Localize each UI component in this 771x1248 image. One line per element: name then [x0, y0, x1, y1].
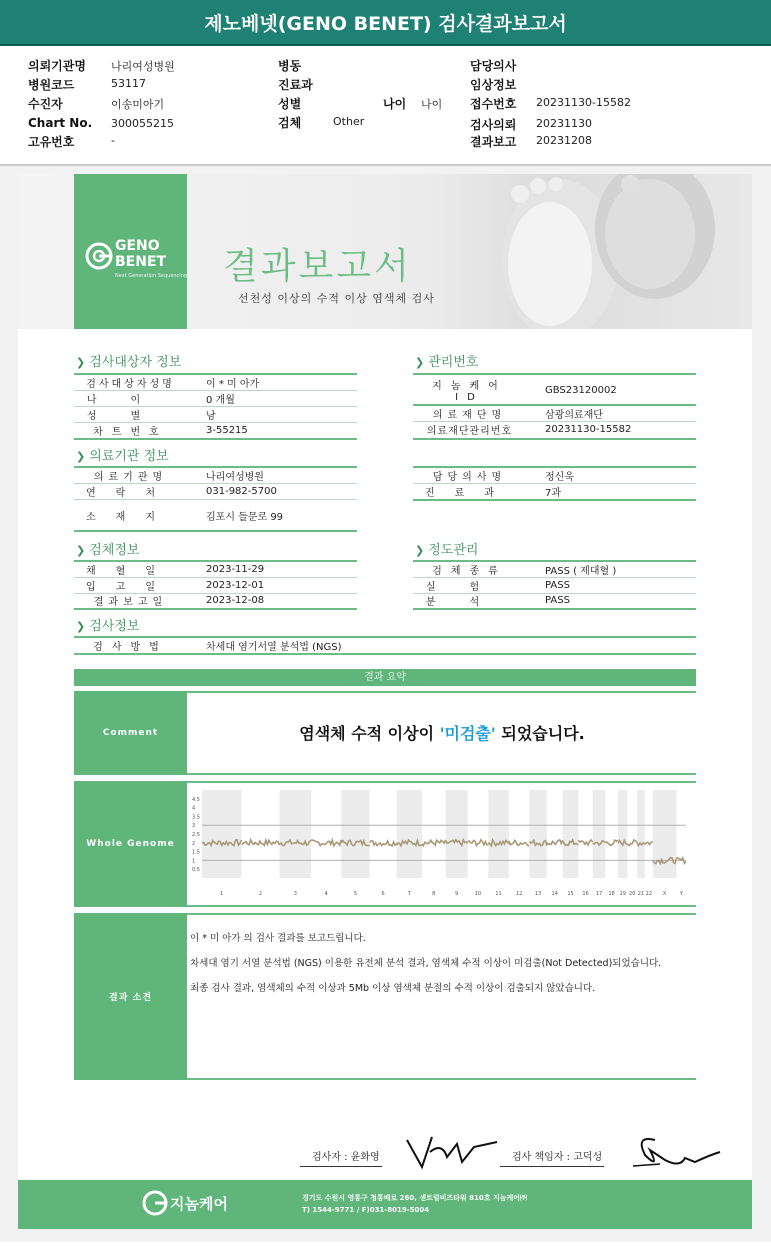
y-tick-label: 2.5: [192, 832, 200, 838]
header-value: -: [111, 134, 115, 147]
x-tick-label: 13: [534, 891, 542, 897]
x-tick-label: X: [662, 891, 667, 897]
x-tick-label: 10: [474, 891, 482, 897]
header-label: 의뢰기관명: [28, 59, 86, 73]
x-tick-label: 8: [432, 891, 436, 897]
header-value: 이송미아기: [111, 98, 165, 111]
y-tick-label: 3.5: [192, 814, 200, 821]
x-tick-label: 22: [645, 891, 653, 897]
chevron-right-icon: ❯: [415, 544, 425, 557]
row-label: 의료재단명: [432, 409, 507, 421]
info-row: [413, 577, 696, 593]
chromosome-band: [653, 790, 677, 878]
director-signature: [625, 1130, 725, 1172]
tester-label: 검사자 : 윤화영: [300, 1148, 382, 1167]
chevron-right-icon: ❯: [76, 356, 86, 369]
address-line: 경기도 수원시 영통구 청통배로 260, 센트럴비즈타워 810호 지놈케어㈜: [302, 1194, 527, 1202]
comment-highlight: '미검출': [439, 724, 496, 743]
x-tick-label: 11: [495, 891, 502, 897]
info-row: [74, 467, 357, 483]
logo-subtitle: Next Generation Sequencing: [115, 273, 188, 279]
section-title-test: ❯ 검사정보: [76, 619, 140, 634]
chevron-right-icon: ❯: [76, 450, 86, 463]
chromosome-band: [341, 790, 369, 878]
comment-label: Comment: [74, 691, 187, 775]
row-label: 진료과: [425, 487, 514, 499]
divider: [413, 608, 696, 610]
header-label: Chart No.: [28, 116, 93, 130]
row-value: 남: [206, 410, 216, 422]
x-tick-label: 4: [324, 891, 328, 897]
chromosome-band: [563, 790, 579, 878]
copy-number-trace: [422, 840, 446, 846]
x-tick-label: 21: [637, 891, 645, 897]
row-label: 실험: [425, 581, 514, 593]
row-value: 3-55215: [206, 424, 248, 436]
findings-text: [190, 932, 692, 1007]
row-value: 7과: [545, 487, 562, 499]
section-title-specimen: ❯ 검체정보: [76, 543, 140, 558]
whole-genome-label: Whole Genome: [74, 781, 187, 907]
header-value: 20231208: [536, 134, 592, 147]
header-label: 수진자: [28, 97, 63, 111]
header-label: 나이: [383, 97, 407, 111]
x-tick-label: 16: [582, 891, 589, 897]
row-label: 분석: [425, 597, 514, 608]
logo-line-2: BENET: [115, 254, 167, 270]
chromosome-band: [529, 790, 546, 878]
y-tick-label: 4: [192, 805, 196, 812]
row-value: 이 * 미 아가: [206, 378, 260, 390]
info-row: [413, 483, 696, 499]
divider: [74, 438, 357, 440]
row-value: 2023-12-01: [206, 579, 265, 591]
y-tick-label: 0.5: [192, 867, 200, 874]
genome-chart: [190, 786, 694, 904]
x-tick-label: 3: [293, 891, 297, 897]
findings-label: 결과 소견: [74, 913, 187, 1080]
row-value: PASS ( 제대혈 ): [545, 565, 617, 577]
info-row: [74, 483, 357, 499]
row-label: 입고일: [86, 581, 175, 593]
copy-number-trace: [578, 840, 592, 845]
y-tick-label: 3: [192, 823, 196, 830]
genomecare-logo-icon: [141, 1188, 169, 1218]
chromosome-band: [637, 790, 645, 878]
x-tick-label: 2: [258, 891, 263, 897]
header-value: Other: [333, 115, 365, 128]
header-label: 검사의뢰: [470, 118, 517, 132]
header-label: 담당의사: [470, 59, 517, 73]
chromosome-band: [593, 790, 606, 878]
copy-number-trace: [628, 840, 638, 846]
info-row: [413, 421, 696, 437]
x-tick-label: 20: [629, 891, 636, 897]
director-label: 검사 책임자 : 고덕성: [500, 1148, 604, 1167]
row-value: 20231130-15582: [545, 423, 632, 435]
info-row: [74, 593, 357, 608]
section-title-management: ❯ 관리번호: [415, 355, 479, 370]
row-label: 차트번호: [93, 426, 168, 438]
chromosome-band: [488, 790, 509, 878]
row-label: 소재지: [86, 511, 175, 523]
row-value: PASS: [545, 595, 570, 606]
divider: [74, 608, 357, 610]
row-value: 나리여성병원: [206, 471, 264, 483]
copy-number-trace: [605, 840, 618, 845]
info-row: [74, 500, 357, 530]
row-label: 연락처: [86, 487, 175, 499]
tester-signature: [402, 1132, 502, 1172]
row-label: 검사대상자성명: [86, 378, 175, 390]
row-value: 0 개월: [206, 394, 235, 406]
copy-number-trace: [311, 840, 341, 846]
header-label: 결과보고: [470, 135, 517, 149]
divider: [74, 530, 357, 532]
x-tick-label: 14: [551, 891, 558, 897]
info-row: [74, 390, 357, 406]
y-tick-label: 1.5: [192, 849, 200, 856]
info-row: [413, 561, 696, 577]
baby-feet-image: [480, 174, 725, 329]
header-label: 접수번호: [470, 97, 517, 111]
copy-number-trace: [370, 841, 397, 846]
genobenet-logo-text: [115, 238, 166, 270]
header-value: 나이: [421, 98, 443, 111]
row-label: 결과보고일: [93, 597, 168, 608]
divider: [413, 438, 696, 440]
row-label: 의료기관명: [93, 471, 168, 483]
footer-logo-text: 지놈케어: [170, 1195, 228, 1213]
copy-number-trace: [547, 840, 563, 845]
copy-number-trace: [645, 842, 653, 845]
finding-line: 이 * 미 아가 의 검사 결과를 보고드립니다.: [190, 933, 366, 944]
chevron-right-icon: ❯: [76, 544, 86, 557]
header-label: 검체: [278, 116, 302, 130]
row-value: 2023-12-08: [206, 595, 265, 606]
comment-prefix: 염색체 수적 이상이: [299, 724, 440, 743]
finding-line: 최종 검사 결과, 염색체의 수적 이상과 5Mb 이상 염색체 분절의 수적 이상이 검출되지 않았습니다.: [190, 983, 596, 994]
x-tick-label: 15: [567, 891, 574, 897]
header-label: 병원코드: [28, 78, 75, 92]
header-value: 20231130: [536, 117, 592, 130]
logo-line-1: GENO: [115, 238, 160, 254]
row-value: 2023-11-29: [206, 563, 265, 575]
row-value: PASS: [545, 579, 570, 591]
header-label: 임상정보: [470, 78, 517, 92]
row-label: 채혈일: [86, 565, 175, 577]
copy-number-trace: [468, 840, 489, 846]
info-row: [74, 406, 357, 422]
info-row: [413, 375, 696, 405]
row-label: 검사방법: [93, 641, 168, 653]
info-row: [74, 374, 357, 390]
finding-line: 차세대 염기 서열 분석법 (NGS) 이용한 유전체 분석 결과, 염색체 수적 이상이 미검출(Not Detected)되었습니다.: [190, 958, 662, 969]
header-value: 300055215: [111, 117, 174, 130]
row-value: 정신욱: [545, 471, 574, 483]
x-tick-label: 12: [515, 891, 523, 897]
row-label: 지놈케어 ID: [432, 381, 507, 403]
x-tick-label: 1: [220, 891, 224, 897]
row-value: 김포시 들문로 99: [206, 511, 284, 523]
x-tick-label: 5: [353, 891, 358, 897]
x-tick-label: 18: [608, 891, 615, 897]
info-row: [74, 422, 357, 438]
y-tick-label: 4.5: [192, 796, 200, 803]
chevron-right-icon: ❯: [76, 620, 86, 633]
chromosome-band: [397, 790, 422, 878]
header-label: 병동: [278, 59, 302, 73]
header-label: 진료과: [278, 78, 313, 92]
y-tick-label: 2: [192, 840, 196, 847]
x-tick-label: 9: [455, 891, 459, 897]
x-tick-label: 7: [407, 891, 411, 897]
info-row: [413, 467, 696, 483]
info-row: [413, 593, 696, 608]
banner-title: 결과보고서: [223, 246, 412, 287]
info-row: [413, 405, 696, 421]
comment-suffix: 되었습니다.: [495, 724, 585, 743]
chevron-right-icon: ❯: [415, 356, 425, 369]
comment-text: [188, 721, 696, 744]
header-value: 53117: [111, 77, 146, 90]
chromosome-band: [446, 790, 468, 878]
divider: [74, 653, 696, 655]
y-tick-label: 1: [192, 858, 196, 865]
header-value: 나리여성병원: [111, 60, 175, 73]
row-value: 031-982-5700: [206, 485, 277, 497]
row-label: 검체종류: [432, 565, 507, 577]
footer-address: [302, 1192, 527, 1216]
x-tick-label: 19: [619, 891, 626, 897]
row-label: 성별: [86, 410, 175, 422]
banner-subtitle: 선천성 이상의 수적 이상 염색체 검사: [238, 292, 435, 305]
header-value: 20231130-15582: [536, 96, 631, 109]
info-row: [74, 577, 357, 593]
header-label: 고유번호: [28, 135, 75, 149]
summary-bar: 결과 요약: [74, 669, 696, 686]
x-tick-label: 6: [381, 891, 385, 897]
report-title: 제노베넷(GENO BENET) 검사결과보고서: [0, 0, 771, 46]
header-label: 성별: [278, 97, 302, 111]
copy-number-trace: [509, 840, 530, 845]
contact-line: T) 1544-9771 / F)031-8019-5004: [302, 1206, 430, 1214]
row-label: 나이: [86, 394, 175, 406]
chromosome-band: [618, 790, 627, 878]
chromosome-band: [280, 790, 312, 878]
row-value: 삼광의료재단: [545, 409, 603, 421]
copy-number-trace: [242, 840, 280, 846]
x-tick-label: Y: [679, 891, 683, 897]
row-label: 담당의사명: [432, 471, 507, 483]
genobenet-logo-icon: [84, 240, 114, 272]
row-value: GBS23120002: [545, 384, 617, 396]
info-row: [74, 637, 696, 653]
section-title-institution: ❯ 의료기관 정보: [76, 449, 169, 464]
section-title-qc: ❯ 정도관리: [415, 543, 479, 558]
divider: [413, 499, 696, 501]
section-title-subject: ❯ 검사대상자 정보: [76, 355, 182, 370]
row-value: 차세대 염기서열 분석법 (NGS): [206, 641, 342, 653]
row-label: 의료재단관리번호: [426, 425, 513, 437]
chromosome-band: [202, 790, 242, 878]
x-tick-label: 17: [595, 891, 603, 897]
info-row: [74, 561, 357, 577]
